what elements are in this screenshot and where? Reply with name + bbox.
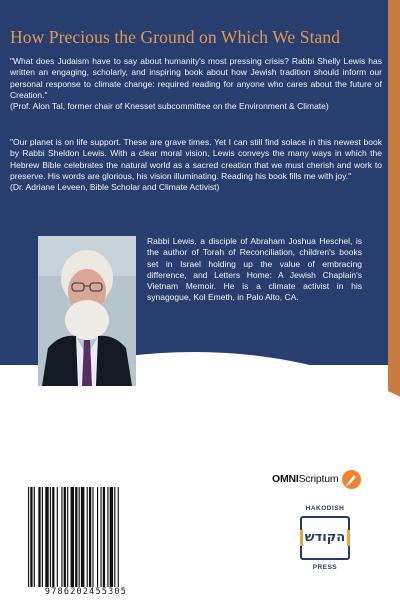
pen-nib-icon <box>342 470 361 489</box>
barcode-bar <box>42 487 43 587</box>
omniscriptum-wordmark: OMNIScriptum <box>272 473 339 485</box>
barcode-bar <box>87 487 88 587</box>
barcode-bar <box>34 487 35 587</box>
press-name-bottom: PRESS <box>312 564 338 571</box>
barcode-bar <box>45 487 48 587</box>
barcode-bar <box>67 487 68 587</box>
barcode-bar <box>100 487 101 587</box>
barcode-bar <box>57 487 58 587</box>
barcode-bar <box>38 487 40 587</box>
barcode-bar <box>110 487 113 587</box>
barcode-bar <box>50 487 51 587</box>
barcode-bar <box>114 487 115 587</box>
barcode-bar <box>107 487 108 587</box>
quote-text: "Our planet is on life support. These are grave times. Yet I can still find solace in this newest book by Rabbi Sheldon Lewis. With a clear moral vision, Lewis conveys the many ways in which the Hebrew Bible celebrates the natural world as a sacred creation that we must cherish and work to preserve. His words are glorious, his vision illuminating. Reading his book fills me with joy." <box>10 137 382 181</box>
press-hebrew-lettering: הקודש <box>300 530 350 546</box>
barcode-bar <box>28 487 29 587</box>
isbn-barcode <box>26 487 146 587</box>
barcode-bar <box>61 487 62 587</box>
quote-text: "What does Judaism have to say about humanity's most pressing crisis? Rabbi Shelly Lewis has written an engaging, scholarly, and inspiring book about how Jewish tradition should inform our personal response to climate change: required reading for anyone who cares about the future of Creation." <box>10 56 382 100</box>
barcode-bar <box>64 487 66 587</box>
book-title: How Precious the Ground on Which We Stand <box>10 27 341 47</box>
barcode-bar <box>75 487 77 587</box>
barcode-bar <box>30 487 32 587</box>
hebrew-scroll-icon <box>300 516 350 560</box>
barcode-bar <box>79 487 80 587</box>
isbn-number: 9786202455305 <box>44 587 128 597</box>
barcode-bar <box>89 487 91 587</box>
barcode-bar <box>81 487 84 587</box>
press-name-top: HAKODISH <box>305 505 345 512</box>
quote-attribution: (Prof. Alon Tal, former chair of Knesset subcommittee on the Environment & Climate) <box>10 101 329 112</box>
barcode-bar <box>97 487 98 587</box>
hakodish-press-logo <box>294 503 356 575</box>
endorsement-quote-leveen <box>10 137 382 193</box>
barcode-bar <box>92 487 93 587</box>
barcode-bar <box>71 487 74 587</box>
omniscriptum-logo <box>272 468 361 490</box>
barcode-bar <box>118 487 119 587</box>
author-biography: Rabbi Lewis, a disciple of Abraham Joshua Heschel, is the author of Torah of Reconciliation, children's books set in Israel holding up the value of embracing difference, and Letters Home: A Jewish Chaplain's Vietnam Memoir. He is a climate activist in his synagogue, Kol Emeth, in Palo Alto, CA. <box>147 236 362 303</box>
barcode-bar <box>52 487 54 587</box>
author-photo <box>38 236 136 386</box>
barcode-bar <box>103 487 105 587</box>
endorsement-quote-tal <box>10 56 382 112</box>
quote-attribution: (Dr. Adriane Leveen, Bible Scholar and Climate Activist) <box>10 182 220 193</box>
